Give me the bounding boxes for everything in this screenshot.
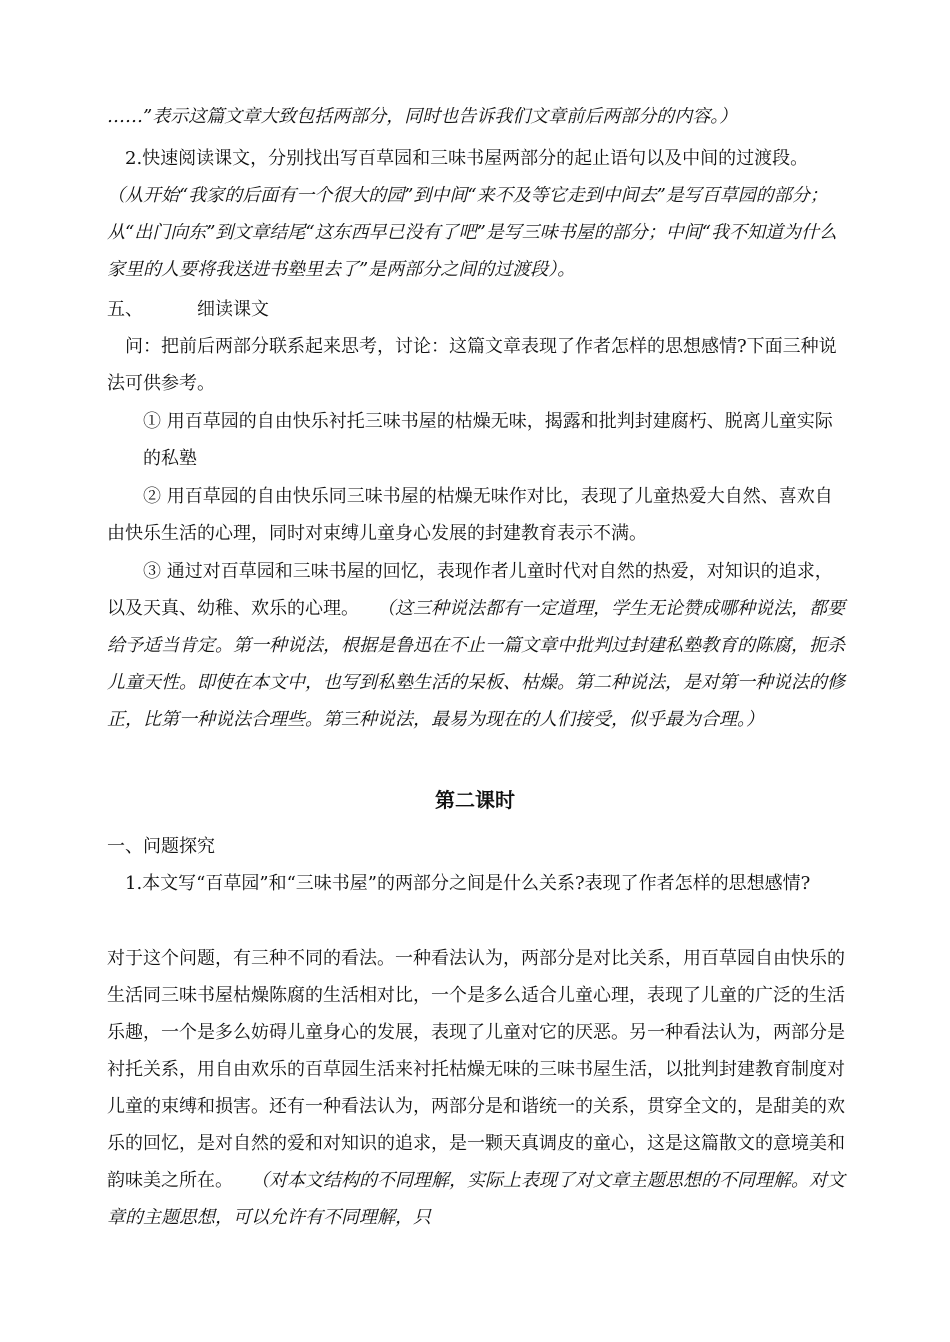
discussion-question: 问：把前后两部分联系起来思考，讨论：这篇文章表现了作者怎样的思想感情?下面三种说法可供参考。 — [107, 336, 837, 394]
section5-heading — [107, 291, 847, 328]
lesson2-title: 第二课时 — [435, 788, 515, 812]
view-3-paragraph — [107, 553, 847, 738]
intro-note-paragraph: ……”表示这篇文章大致包括两部分，同时也告诉我们文章前后两部分的内容。） — [107, 106, 738, 127]
task2-question: 2.快速阅读课文，分别找出写百草园和三味书屋两部分的起止语句以及中间的过渡段。 — [125, 148, 809, 169]
views-note: （这三种说法都有一定道理，学生无论赞成哪种说法，都要给予适当肯定。第一种说法，根据是鲁迅在不止一篇文章中批判过封建私塾教育的陈腐，扼杀儿童天性。即使在本文中，也写到私塾生活的呆板、枯燥。第二种说法，是对第一种说法的修正，比第一种说法合理些。第三种说法，最易为现在的人们接受，似乎最为合理。） — [107, 598, 845, 730]
part1-heading: 一、问题探究 — [107, 836, 215, 857]
section5-title: 细读课文 — [197, 299, 269, 320]
q1-note: （对本文结构的不同理解，实际上表现了对文章主题思想的不同理解。对文章的主题思想，可以允许有不同理解，只 — [107, 1170, 845, 1228]
section5-number: 五、 — [107, 299, 143, 320]
task2-answer: （从开始“我家的后面有一个很大的园”到中间“来不及等它走到中间去”是写百草园的部分；从“出门向东”到文章结尾“这东西早已没有了吧”是写三味书屋的部分；中间“我不知道为什么家里的人要将我送进书塾里去了”是两部分之间的过渡段）。 — [107, 185, 838, 280]
q1-answer: 对于这个问题，有三种不同的看法。一种看法认为，两部分是对比关系，用百草园自由快乐的生活同三味书屋枯燥陈腐的生活相对比，一个是多么适合儿童心理，表现了儿童的广泛的生活乐趣，一个是多么妨碍儿童身心的发展，表现了儿童对它的厌恶。另一种看法认为，两部分是衬托关系，用自由欢乐的百草园生活来衬托枯燥无味的三味书屋生活，以批判封建教育制度对儿童的束缚和损害。还有一种看法认为，两部分是和谐统一的关系，贯穿全文的，是甜美的欢乐的回忆，是对自然的爱和对知识的追求，是一颗天真调皮的童心，这是这篇散文的意境美和韵味美之所在。 — [107, 948, 845, 1191]
q1-answer-paragraph — [107, 940, 847, 1236]
view-2: ② 用百草园的自由快乐同三味书屋的枯燥无味作对比，表现了儿童热爱大自然、喜欢自由快乐生活的心理，同时对束缚儿童身心发展的封建教育表示不满。 — [107, 486, 833, 544]
q1-question: 1.本文写“百草园”和“三味书屋”的两部分之间是什么关系?表现了作者怎样的思想感情? — [125, 873, 811, 894]
view-3: ③ 通过对百草园和三味书屋的回忆，表现作者儿童时代对自然的热爱，对知识的追求，以及天真、幼稚、欢乐的心理。 — [107, 561, 833, 619]
view-1: ① 用百草园的自由快乐衬托三味书屋的枯燥无味，揭露和批判封建腐朽、脱离儿童实际的私塾 — [143, 411, 833, 469]
